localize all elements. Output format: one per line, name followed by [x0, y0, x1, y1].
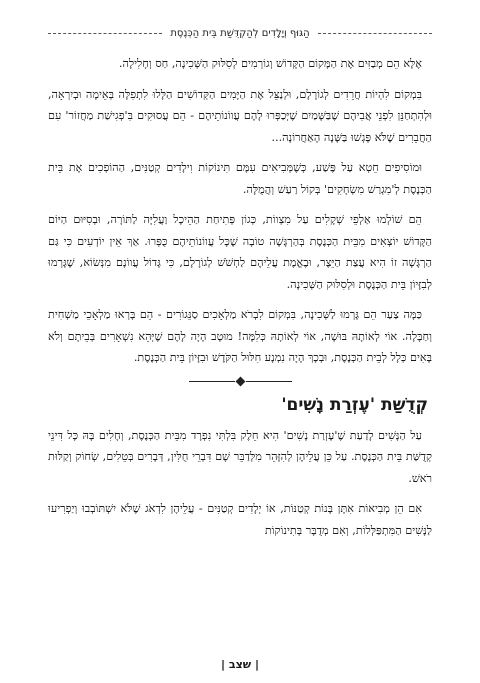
main-text — [48, 53, 432, 369]
section-text — [48, 425, 432, 542]
header-rule-right — [318, 33, 432, 34]
paragraph: וּמוֹסִיפִים חֵטְא עַל פֶּשַׁע, כְּשֶׁמְּבִיאִים עִמָּם תִּינוֹקוֹת וִילָדִים קְטַנִּים, הַהוֹפְכִים אֶת בֵּית הַכְּנֶסֶת לְ'מִגְרַשׁ מִשְׂחָקִים' בְּקוֹל רַעַשׁ וְהֲמֻלָּה. — [48, 161, 432, 196]
section-divider — [48, 378, 432, 385]
divider-line — [189, 381, 235, 382]
paragraph: אִם הֵן מְבִיאוֹת אִתָּן בָּנוֹת קְטַנּוֹת, אוֹ יְלָדִים קְטַנִּים - עֲלֵיהֶן לִדְאֹג שֶׁלֹּא יִשְׁתּוֹבְבוּ וְיַפְרִיעוּ לַנָּשִׁים הַמִּתְפַּלְּלוֹת, וְאִם מְדֻבָּר בְּתִינוֹקוֹת — [48, 502, 432, 537]
paragraph: כַּמָּה צַעַר הֵם גָּרְמוּ לַשְּׁכִינָה, בִּמְקוֹם לִבְרֹא מַלְאָכִים סַנֵּגוֹרִים - הֵם בָּרְאוּ מַלְאָכֵי מַשְׁחִית וְחַבָּלָה. אוֹי לְאוֹתָהּ בּוּשָׁה, אוֹי לְאוֹתָהּ כְּלִמָּה! מוּטָב הָיָה לָהֶם שֶׁיְּהֵא נִשְׁאָרִים בְּבֵיתָם וְלֹא בָּאִים כְּלָל לְבֵית הַכְּנֶסֶת, וּבְכָךְ הָיָה נִמְנָע חִלּוּל הַקֹּדֶשׁ וּבִזָּיוֹן בֵּית הַכְּנֶסֶת. — [48, 308, 432, 364]
page-number: | שצב | — [221, 658, 259, 671]
section-title: קְדֻשַּׁת 'עֶזְרַת נָשִׁים' — [281, 394, 428, 415]
divider-line — [246, 381, 292, 382]
running-header — [48, 28, 432, 39]
running-title: הַגּוּף וְיָלָדִים לְהַקְדֻּשַׁת בֵּית הַכְּנֶסֶת — [170, 28, 310, 39]
paragraph: בִּמְקוֹם לִהְיוֹת חֲרֵדִים לְגוֹרָלָם, וּלְנַצֵּל אֶת הַיָּמִים הַקְּדוֹשִׁים הַלָּלוּ לִתְפִלָּה בְּאֵימָה וּבְיִרְאָה, וּלְהִתְחַנֵּן לִפְנֵי אֲבִיהֶם שֶׁבַּשָּׁמַיִם שֶׁיְּכַפְּרוּ לָהֶם עֲווֹנוֹתֵיהֶם - הֵם עֲסוּקִים בִּ'פְגִישַׁת מַחֲזוֹר' עִם הַחֲבֵרִים שֶׁלֹּא פָּגְשׁוּ בַּשָּׁנָה הָאַחֲרוֹנָה... — [48, 87, 432, 144]
divider-ornament-icon — [235, 376, 245, 386]
paragraph: אֶלָּא הֵם מְבַזִּים אֶת הַמָּקוֹם הַקָּדוֹשׁ וְגוֹרְמִים לְסִלּוּק הַשְּׁכִינָה, חַס וְחָלִילָה. — [118, 57, 422, 70]
header-rule-left — [48, 33, 162, 34]
paragraph: עַל הַנָּשִׁים לָדַעַת שֶׁ'עֶזְרַת נָשִׁים' הִיא חֵלֶק בִּלְתִּי נִפְרָד מִבֵּית הַכְּנֶסֶת, וְחָלִים בָּהּ כָּל דִּינֵי קְדֻשַּׁת בֵּית הַכְּנֶסֶת. עַל כֵּן עֲלֵיהֶן לְהִזָּהֵר מִלְּדַבֵּר שָׁם דִּבְרֵי חֻלִּין, דְּבָרִים בְּטֵלִים, שְׂחוֹק וְקַלּוּת רֹאשׁ. — [48, 428, 432, 485]
paragraph: הֵם שׁוֹלְמוּ אַלְפֵי שְׁקָלִים עַל מִצְווֹת, כְּגוֹן פְּתִיחַת הַהֵיכָל וַעֲלִיָּה לַתּוֹרָה, וּבְסִיּוּם הַיּוֹם הַקָּדוֹשׁ יוֹצְאִים מִבֵּית הַכְּנֶסֶת בְּהַרְגָּשָׁה טוֹבָה שֶׁכָּל עֲווֹנוֹתֵיהֶם כֻּפְּרוּ. אַךְ אֵין יוֹדְעִים כִּי גַּם הַרְגָּשָׁה זוֹ הִיא עֲצַת הַיֵּצֶר, וּבֶאֱמֶת עֲלֵיהֶם לַחְשֹׁשׁ לְגוֹרָלָם, כִּי גָּדוֹל עֲווֹנָם מִנְּשׂוֹא, שֶׁגָּרְמוּ לְבִזָּיוֹן בֵּית הַכְּנֶסֶת וּלְסִלּוּק הַשְּׁכִינָה. — [48, 213, 432, 291]
